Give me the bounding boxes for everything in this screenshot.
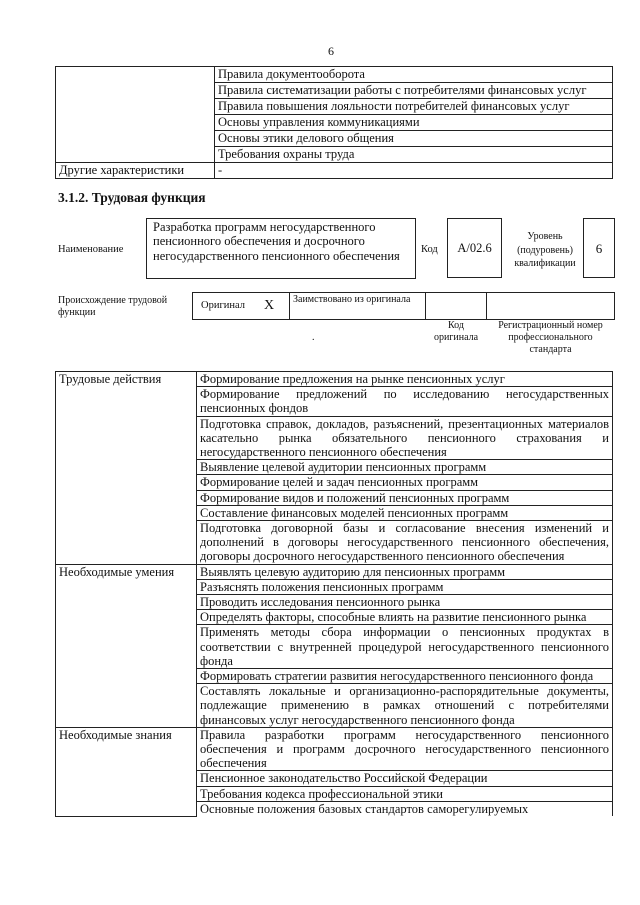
list-item: Подготовка договорной базы и согласование внесения изменений и дополнений в договоры негосударственного пенсионного обеспечения, договоры досрочного негосударственного пенсионного обеспечения xyxy=(197,521,613,565)
section-title: 3.1.2. Трудовая функция xyxy=(58,190,206,205)
code-original-caption: Код оригинала xyxy=(433,320,479,343)
empty-label-cell xyxy=(56,67,215,163)
list-item: Основные положения базовых стандартов саморегулируемых xyxy=(197,801,613,816)
list-item: Основы этики делового общения xyxy=(215,131,613,147)
other-characteristics-label: Другие характеристики xyxy=(56,163,215,179)
origin-table xyxy=(192,292,615,320)
origin-label: Происхождение трудовой функции xyxy=(58,295,168,318)
required-skills-label: Необходимые умения xyxy=(56,564,197,727)
name-label: Наименование xyxy=(58,244,124,255)
requirements-continuation-table xyxy=(55,66,613,179)
list-item: Проводить исследования пенсионного рынка xyxy=(197,595,613,610)
list-item: Формирование видов и положений пенсионных программ xyxy=(197,490,613,505)
list-item: Правила повышения лояльности потребителей финансовых услуг xyxy=(215,99,613,115)
list-item: Формирование предложений по исследованию негосударственных пенсионных фондов xyxy=(197,387,613,416)
code-value: A/02.6 xyxy=(457,241,492,255)
function-name-box xyxy=(146,218,416,279)
list-item: Формирование предложения на рынке пенсионных услуг xyxy=(197,372,613,387)
list-item: Требования кодекса профессиональной этики xyxy=(197,786,613,801)
function-name-value: Разработка программ негосударственного пенсионного обеспечения и досрочного негосударственного пенсионного обеспечения xyxy=(153,220,400,263)
list-item: Применять методы сбора информации о пенсионных продуктах в соответствии с внутренней процедурой негосударственного пенсионного фонда xyxy=(197,625,613,669)
qualification-level-label: Уровень (подуровень) квалификации xyxy=(514,231,576,269)
list-item: Составление финансовых моделей пенсионных программ xyxy=(197,505,613,520)
list-item: Выявление целевой аудитории пенсионных программ xyxy=(197,460,613,475)
list-item: Определять факторы, способные влиять на развитие пенсионного рынка xyxy=(197,610,613,625)
level-box xyxy=(583,218,615,278)
list-item: Формирование целей и задач пенсионных программ xyxy=(197,475,613,490)
dot-mark: . xyxy=(312,332,315,343)
list-item: Формировать стратегии развития негосударственного пенсионного фонда xyxy=(197,669,613,684)
list-item: Подготовка справок, докладов, разъяснений, презентационных материалов касательно рынка обязательного пенсионного страхования и негосударственного пенсионного обеспечения xyxy=(197,416,613,460)
list-item: Правила разработки программ негосударственного пенсионного обеспечения и программ досрочного негосударственного пенсионного обеспечения xyxy=(197,727,613,771)
other-characteristics-value: - xyxy=(215,163,613,179)
original-label: Оригинал xyxy=(201,300,245,311)
regnum-caption: Регистрационный номер профессионального стандарта xyxy=(498,320,603,355)
list-item: Выявлять целевую аудиторию для пенсионных программ xyxy=(197,564,613,579)
level-value: 6 xyxy=(595,241,603,256)
list-item: Правила систематизации работы с потребителями финансовых услуг xyxy=(215,83,613,99)
list-item: Основы управления коммуникациями xyxy=(215,115,613,131)
borrowed-label: Заимствовано из оригинала xyxy=(293,294,411,305)
list-item: Разъяснять положения пенсионных программ xyxy=(197,579,613,594)
original-mark: X xyxy=(264,298,275,313)
code-label: Код xyxy=(421,244,438,255)
list-item: Требования охраны труда xyxy=(215,147,613,163)
list-item: Составлять локальные и организационно-распорядительные документы, подлежащие применению в рамках отношений с потребителями финансовых услуг негосударственного пенсионного фонда xyxy=(197,684,613,728)
list-item: Правила документооборота xyxy=(215,67,613,83)
function-details-table xyxy=(55,371,613,817)
page-number: 6 xyxy=(328,44,334,58)
required-knowledge-label: Необходимые знания xyxy=(56,727,197,816)
list-item: Пенсионное законодательство Российской Федерации xyxy=(197,771,613,786)
code-box xyxy=(447,218,502,278)
labor-actions-label: Трудовые действия xyxy=(56,372,197,565)
